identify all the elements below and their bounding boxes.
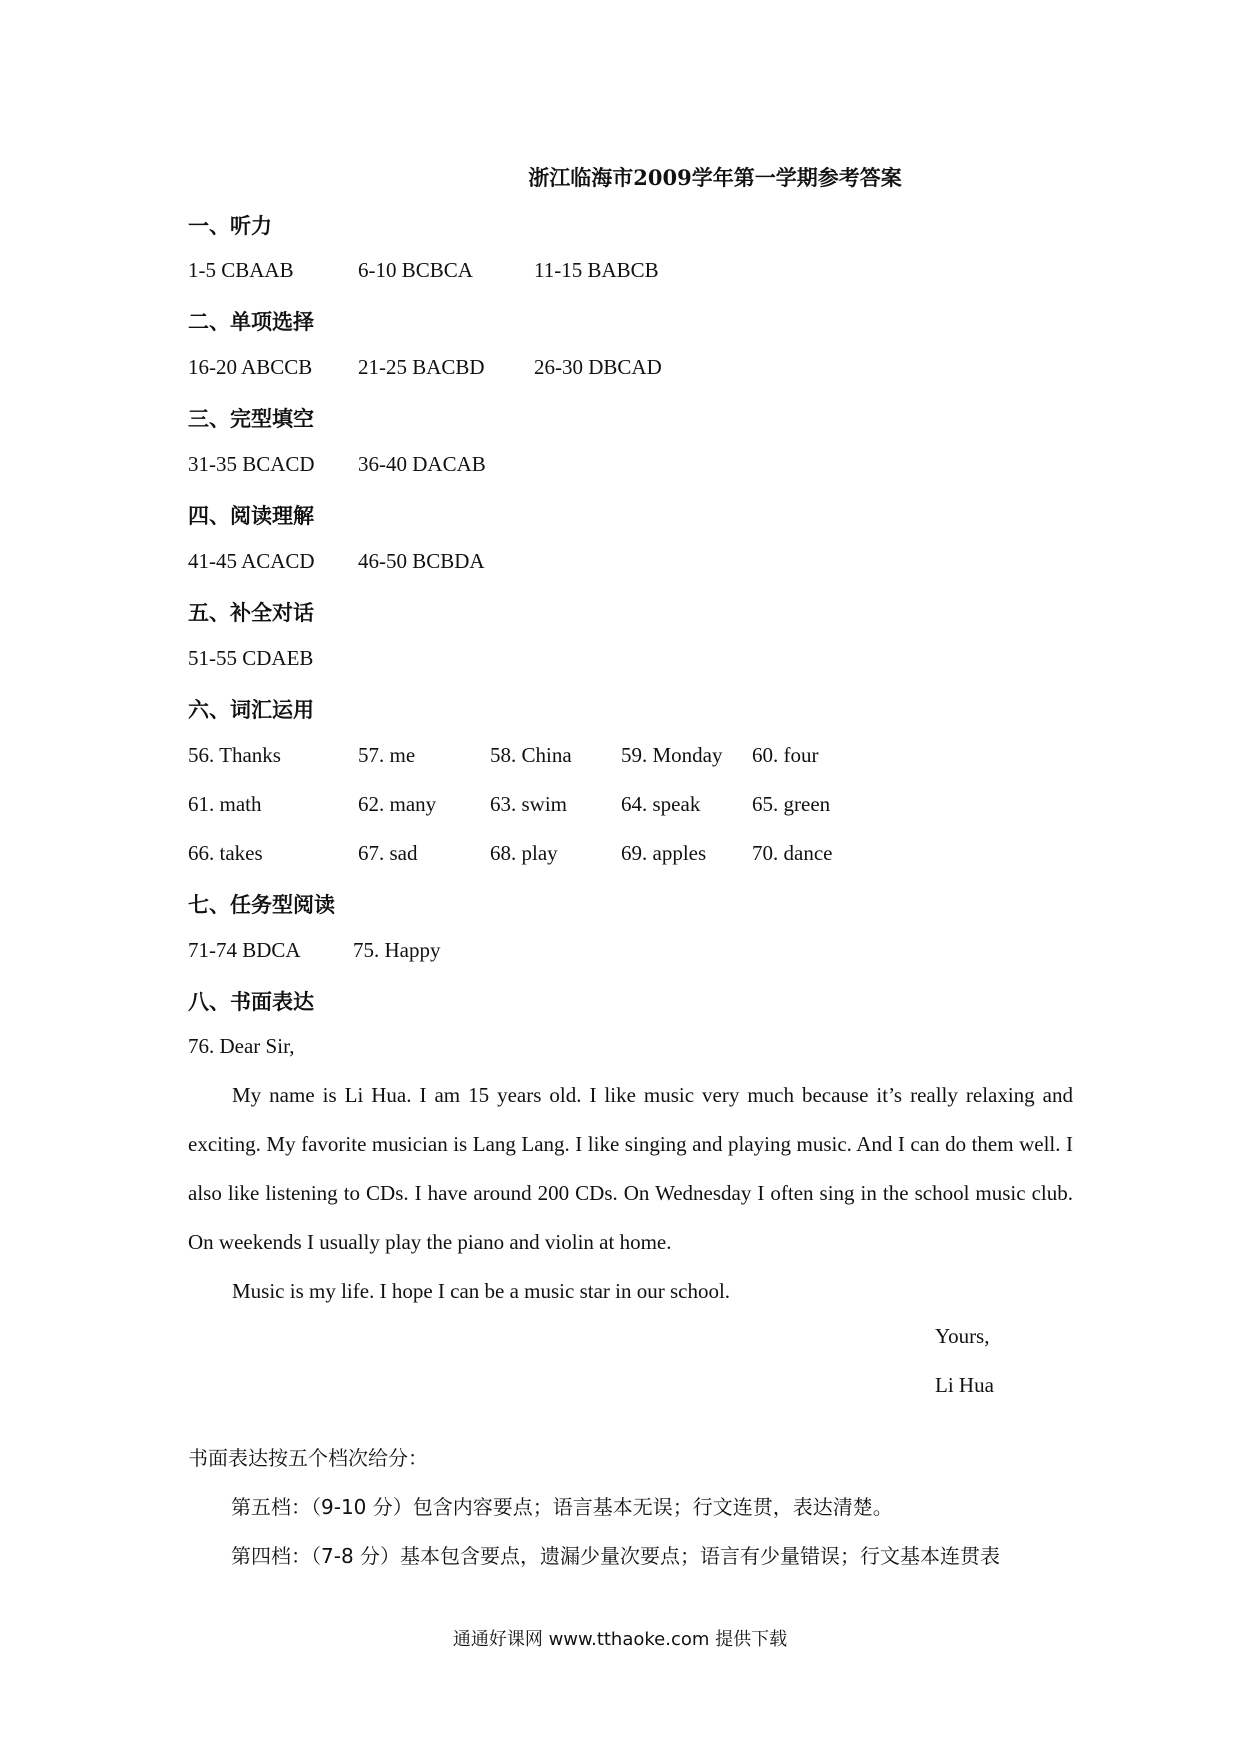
vocab-item: 58. China: [490, 743, 572, 767]
section-listening: [188, 210, 272, 240]
vocab-item: 69. apples: [621, 841, 707, 865]
answer-item: 31-35 BCACD: [188, 452, 315, 476]
answer-item: 41-45 ACACD: [188, 549, 315, 573]
essay-signature: Li Hua: [935, 1373, 994, 1397]
page-title: 浙江临海市2009学年第一学期参考答案: [528, 165, 902, 190]
answer-item: 21-25 BACBD: [358, 355, 485, 379]
rubric-level: 第四档：（7-8 分）基本包含要点，遗漏少量次要点；语言有少量错误；行文基本连贯表: [231, 1544, 1001, 1568]
vocab-item: 70. dance: [752, 841, 833, 865]
vocab-item: 67. sad: [358, 841, 418, 865]
section-heading: 四、阅读理解: [188, 504, 314, 528]
section-reading: [188, 500, 314, 530]
answer-item: 75. Happy: [353, 938, 441, 962]
answer-item: 16-20 ABCCB: [188, 355, 313, 379]
section-task-reading: [188, 889, 335, 919]
section-heading: 三、完型填空: [188, 407, 314, 431]
answer-item: 6-10 BCBCA: [358, 258, 473, 282]
vocab-item: 57. me: [358, 743, 416, 767]
section-cloze: [188, 403, 314, 433]
section-heading: 五、补全对话: [188, 601, 314, 625]
vocab-item: 61. math: [188, 792, 262, 816]
vocab-item: 59. Monday: [621, 743, 723, 767]
scoring-rubric: [188, 1434, 1073, 1581]
vocab-item: 65. green: [752, 792, 831, 816]
footer-credit: 通通好课网 www.tthaoke.com 提供下载: [452, 1629, 788, 1650]
essay-paragraph: Music is my life. I hope I can be a music star in our school.: [232, 1279, 731, 1303]
answer-item: 71-74 BDCA: [188, 938, 301, 962]
section-dialogue: [188, 597, 314, 627]
vocab-item: 63. swim: [490, 792, 568, 816]
section-heading: 一、听力: [188, 214, 272, 238]
section-heading: 七、任务型阅读: [188, 893, 335, 917]
vocab-item: 56. Thanks: [188, 743, 281, 767]
vocab-item: 60. four: [752, 743, 819, 767]
answer-item: 1-5 CBAAB: [188, 258, 294, 282]
answer-item: 26-30 DBCAD: [534, 355, 662, 379]
section-heading: 六、词汇运用: [188, 698, 314, 722]
essay-paragraph: My name is Li Hua. I am 15 years old. I like music very much because it’s really relaxing and exciting. My favorite musician is Lang Lang. I like singing and playing music. And I can do them well. I also like listening to CDs. I have around 200 CDs. On Wednesday I often sing in the school music club. On weekends I usually play the piano and violin at home.: [188, 1083, 1073, 1254]
essay-closing: Yours,: [935, 1324, 990, 1348]
essay-salutation: 76. Dear Sir,: [188, 1034, 295, 1058]
answer-item: 36-40 DACAB: [358, 452, 486, 476]
section-writing: [188, 986, 314, 1016]
answer-item: 11-15 BABCB: [534, 258, 659, 282]
answer-item: 46-50 BCBDA: [358, 549, 485, 573]
vocab-item: 66. takes: [188, 841, 263, 865]
rubric-intro: 书面表达按五个档次给分：: [188, 1446, 428, 1470]
sample-essay: [188, 1022, 1073, 1316]
rubric-level: 第五档：（9-10 分）包含内容要点；语言基本无误；行文连贯，表达清楚。: [231, 1495, 893, 1519]
section-heading: 八、书面表达: [188, 990, 314, 1014]
section-single-choice: [188, 306, 314, 336]
vocab-item: 64. speak: [621, 792, 701, 816]
section-vocabulary: [188, 694, 314, 724]
vocab-item: 68. play: [490, 841, 558, 865]
answer-item: 51-55 CDAEB: [188, 646, 314, 670]
section-heading: 二、单项选择: [188, 310, 314, 334]
vocab-item: 62. many: [358, 792, 437, 816]
